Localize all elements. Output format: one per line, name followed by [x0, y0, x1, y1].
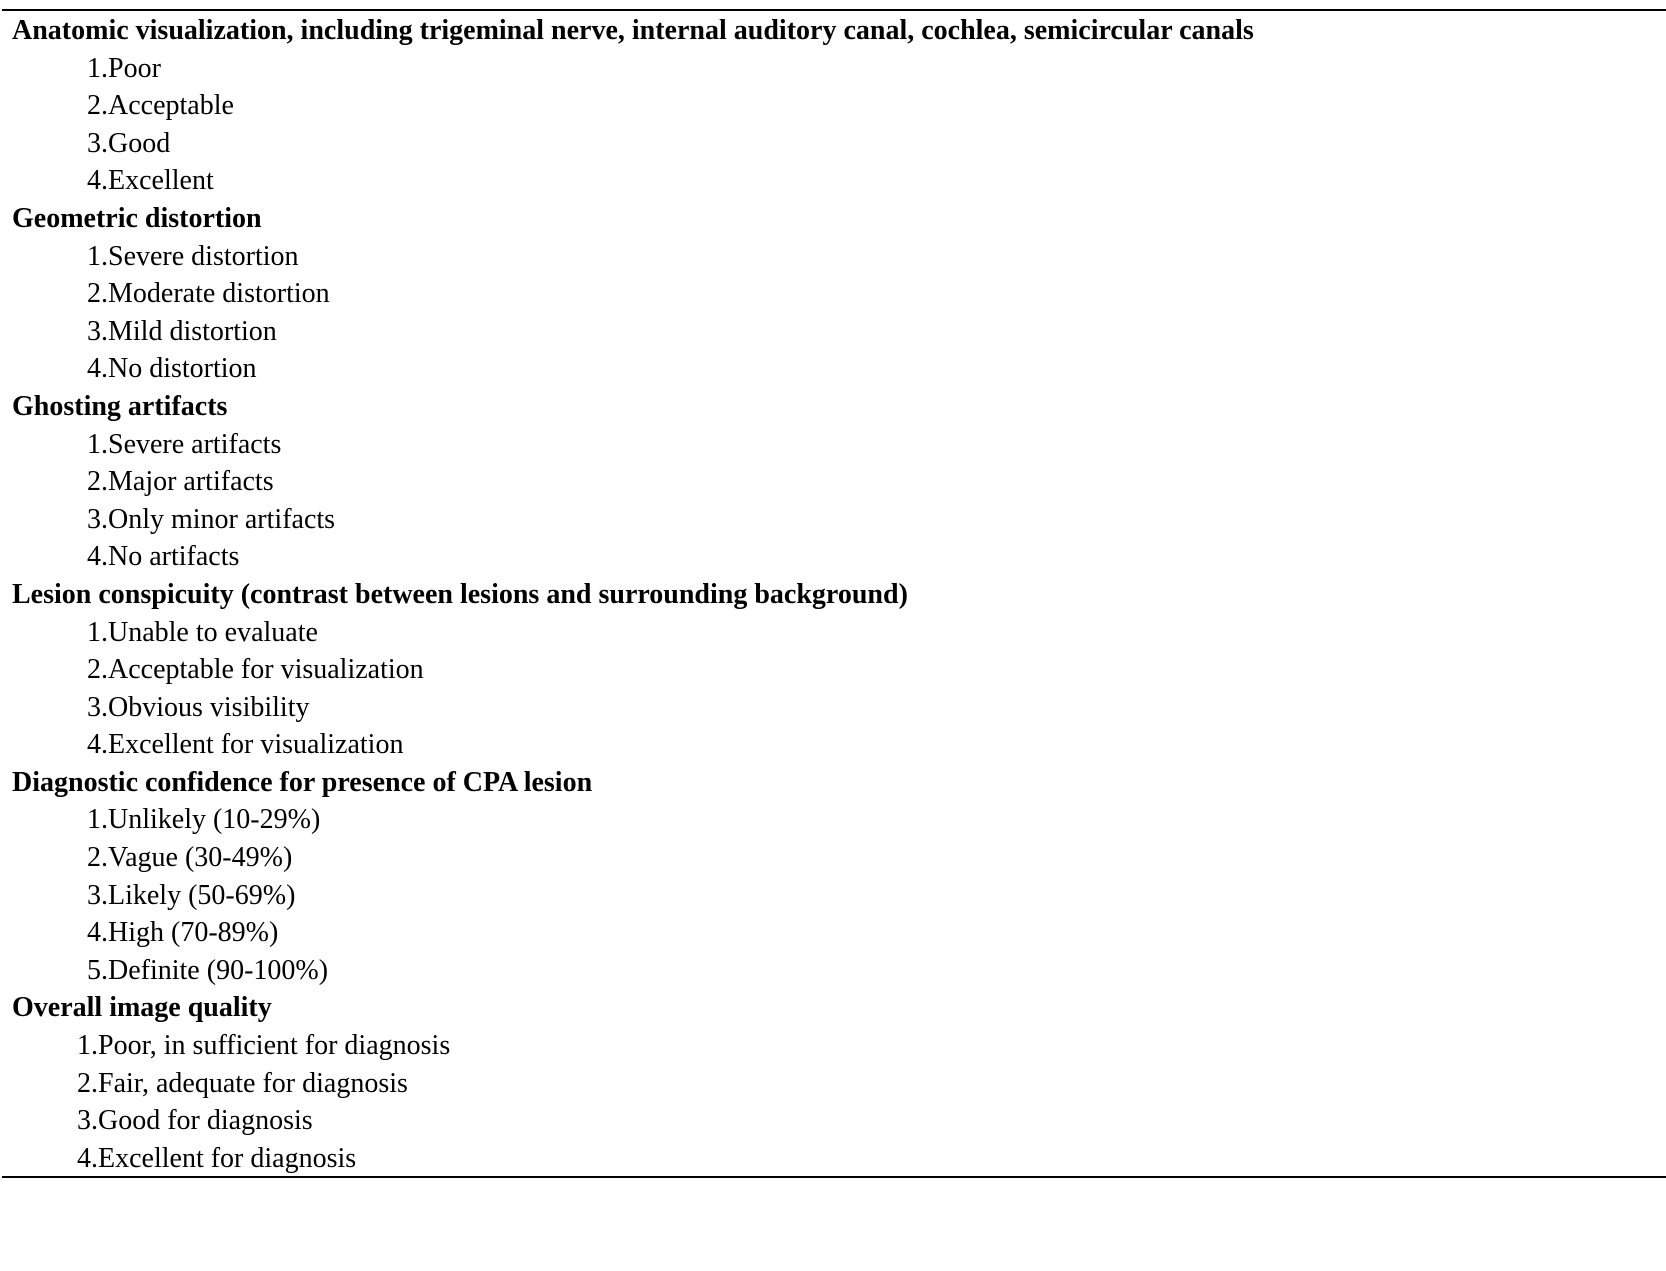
option-item: 3.Likely (50-69%) [87, 879, 296, 911]
option-item: 2.Vague (30-49%) [87, 842, 293, 874]
option-item: 4.No artifacts [87, 541, 240, 573]
section-heading-diagnostic-confidence: Diagnostic confidence for presence of CPA lesion [12, 766, 593, 798]
table-top-rule [2, 9, 1666, 11]
option-item: 4.High (70-89%) [87, 917, 279, 949]
section-heading-ghosting-artifacts: Ghosting artifacts [12, 390, 228, 422]
option-item: 1.Unable to evaluate [87, 616, 318, 648]
option-item: 3.Only minor artifacts [87, 503, 336, 535]
option-item: 4.Excellent for visualization [87, 729, 404, 761]
section-heading-overall-image-quality: Overall image quality [12, 992, 272, 1024]
option-item: 1.Unlikely (10-29%) [87, 804, 321, 836]
option-item: 2.Fair, adequate for diagnosis [77, 1067, 408, 1099]
section-heading-geometric-distortion: Geometric distortion [12, 202, 262, 234]
option-item: 5.Definite (90-100%) [87, 954, 329, 986]
option-item: 2.Acceptable for visualization [87, 654, 424, 686]
option-item: 4.Excellent for diagnosis [77, 1142, 357, 1174]
option-item: 4.No distortion [87, 353, 257, 385]
rating-scale-table [0, 12, 1666, 1177]
option-item: 1.Poor, in sufficient for diagnosis [77, 1030, 451, 1062]
option-item: 3.Mild distortion [87, 315, 277, 347]
option-item: 2.Major artifacts [87, 466, 274, 498]
table-bottom-rule [2, 1176, 1666, 1178]
option-item: 4.Excellent [87, 165, 214, 197]
option-item: 1.Poor [87, 52, 161, 84]
option-item: 3.Good [87, 127, 171, 159]
option-item: 1.Severe artifacts [87, 428, 282, 460]
option-item: 1.Severe distortion [87, 240, 299, 272]
option-item: 2.Acceptable [87, 90, 234, 122]
option-item: 2.Moderate distortion [87, 278, 330, 310]
option-item: 3.Good for diagnosis [77, 1105, 313, 1137]
section-heading-anatomic-visualization: Anatomic visualization, including trigeminal nerve, internal auditory canal, cochlea, semicircular canals [12, 15, 1254, 46]
option-item: 3.Obvious visibility [87, 691, 310, 723]
section-heading-lesion-conspicuity: Lesion conspicuity (contrast between lesions and surrounding background) [12, 578, 908, 610]
